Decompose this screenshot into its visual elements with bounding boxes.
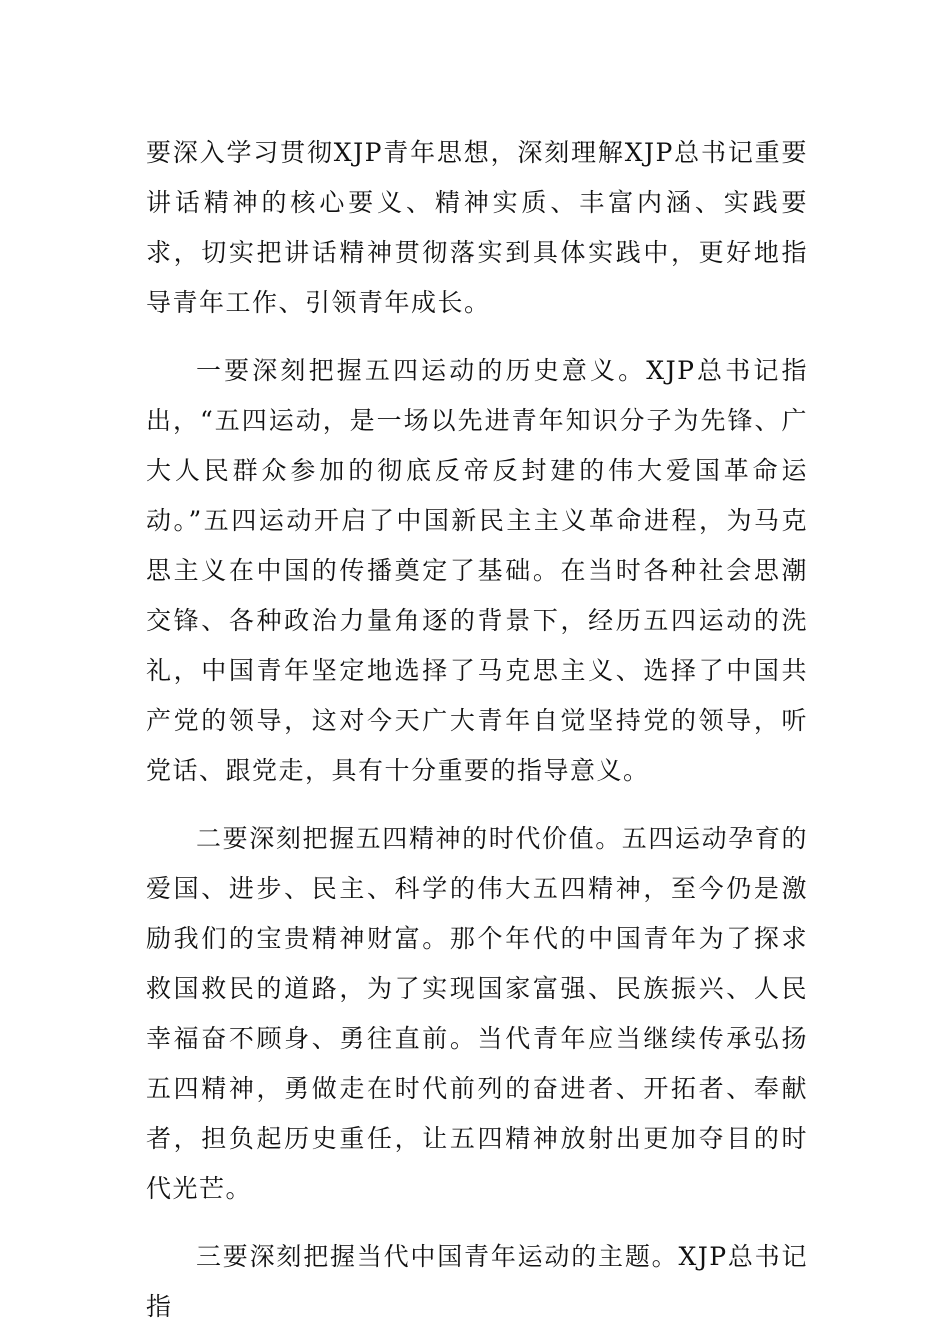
paragraph-historical-significance: 一要深刻把握五四运动的历史意义。XJP总书记指出，“五四运动，是一场以先进青年知识分子为先锋、广大人民群众参加的彻底反帝反封建的伟大爱国革命运动。”五四运动开启了中国新民主主义革命进程，为马克思主义在中国的传播奠定了基础。在当时各种社会思潮交锋、各种政治力量角逐的背景下，经历五四运动的洗礼，中国青年坚定地选择了马克思主义、选择了中国共产党的领导，这对今天广大青年自觉坚持党的领导，听党话、跟党走，具有十分重要的指导意义。 — [146, 356, 808, 785]
paragraph-youth-movement-theme: 三要深刻把握当代中国青年运动的主题。XJP总书记指 — [146, 1242, 808, 1321]
document-body — [146, 128, 808, 1332]
paragraph-intro: 要深入学习贯彻XJP青年思想，深刻理解XJP总书记重要讲话精神的核心要义、精神实质、丰富内涵、实践要求，切实把讲话精神贯彻落实到具体实践中，更好地指导青年工作、引领青年成长。 — [146, 138, 808, 317]
paragraph-era-value: 二要深刻把握五四精神的时代价值。五四运动孕育的爱国、进步、民主、科学的伟大五四精神，至今仍是激励我们的宝贵精神财富。那个年代的中国青年为了探求救国救民的道路，为了实现国家富强、民族振兴、人民幸福奋不顾身、勇往直前。当代青年应当继续传承弘扬五四精神，勇做走在时代前列的奋进者、开拓者、奉献者，担负起历史重任，让五四精神放射出更加夺目的时代光芒。 — [146, 824, 808, 1203]
